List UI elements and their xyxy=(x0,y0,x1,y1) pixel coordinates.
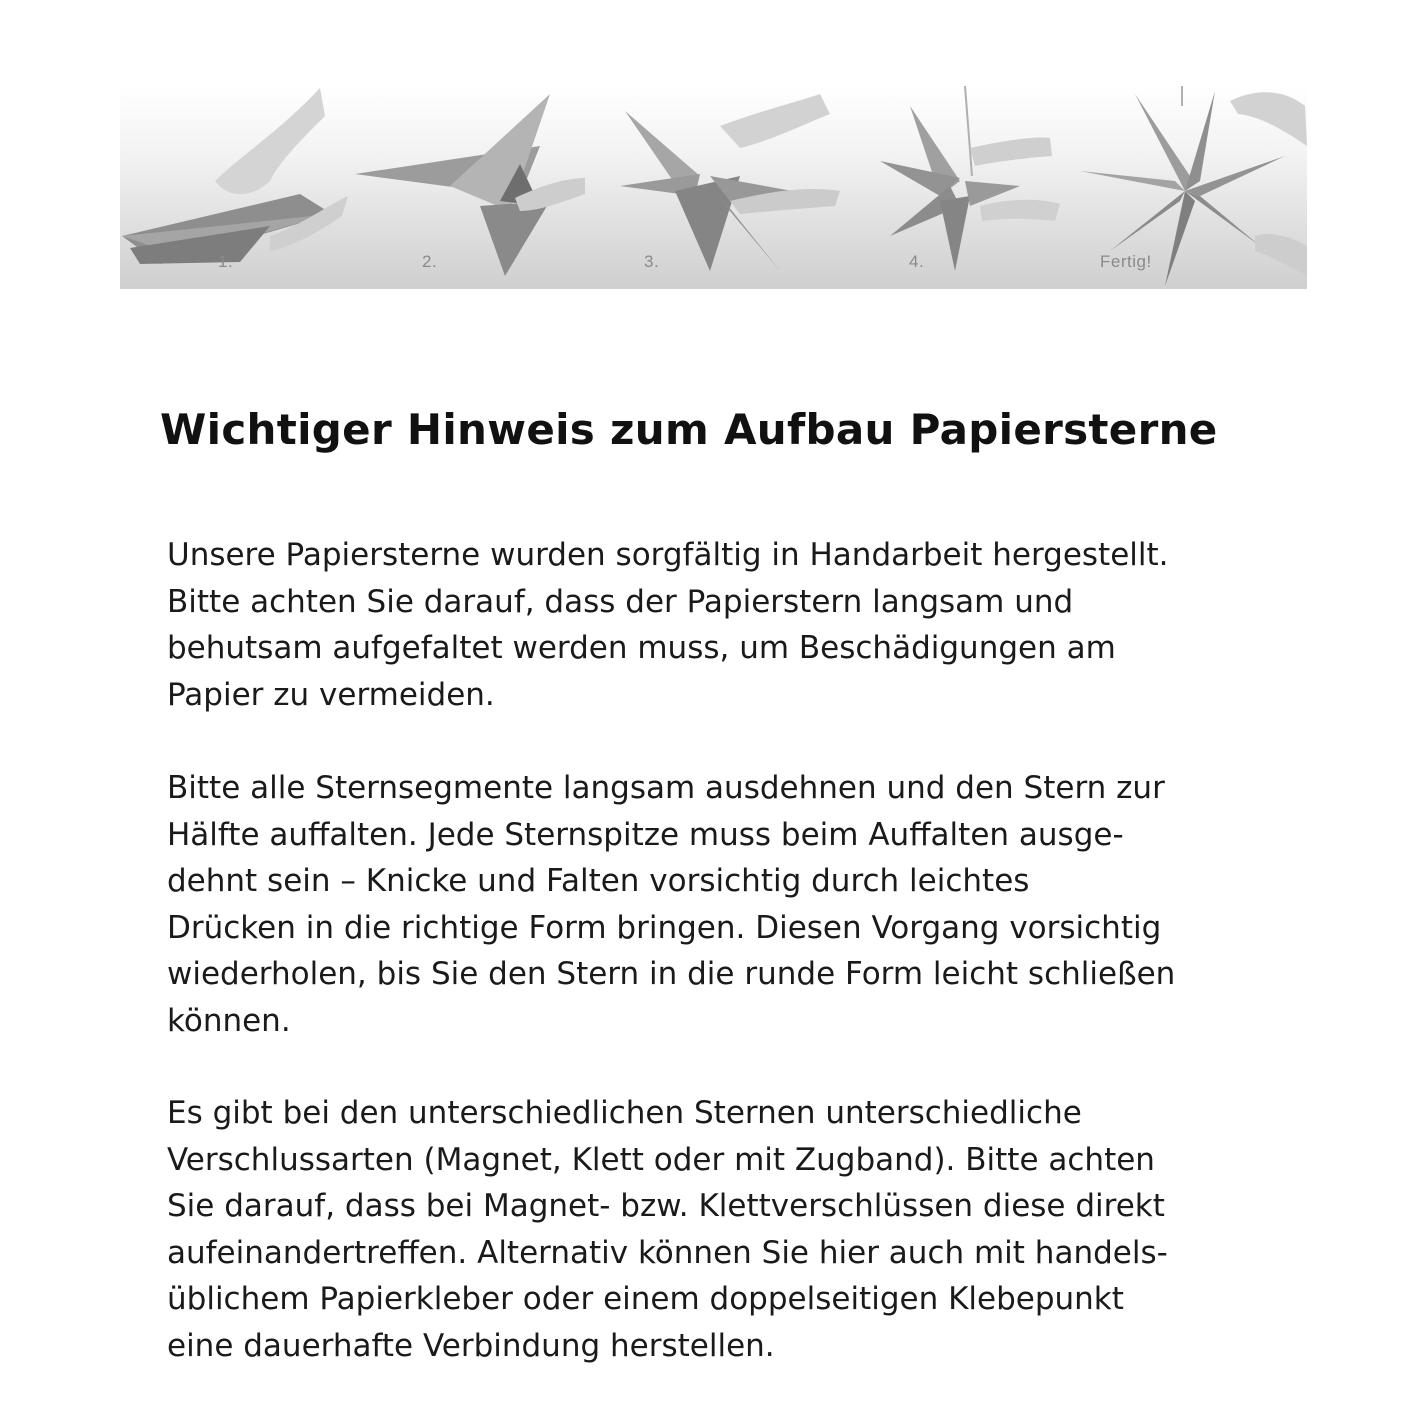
step-finished-label: Fertig! xyxy=(1100,252,1152,271)
step-1-folded-star xyxy=(122,88,348,264)
paragraph-line: Verschlussarten (Magnet, Klett oder mit Zugband). Bitte achten xyxy=(167,1141,1155,1178)
step-3-label: 3. xyxy=(644,252,660,271)
paragraph-line: Bitte achten Sie darauf, dass der Papierstern langsam und xyxy=(167,583,1074,620)
paragraph-line: Bitte alle Sternsegmente langsam ausdehnen und den Stern zur xyxy=(167,770,1165,806)
paragraph-line: wiederholen, bis Sie den Stern in die runde Form leicht schließen xyxy=(167,956,1176,992)
step-4-almost-open-star xyxy=(880,86,1060,271)
paragraph-line: Sie darauf, dass bei Magnet- bzw. Klettverschlüssen diese direkt xyxy=(167,1188,1165,1224)
paragraph-line: Hälfte auffalten. Jede Sternspitze muss beim Auffalten ausge- xyxy=(167,816,1124,853)
paragraph-line: können. xyxy=(167,1002,291,1039)
paragraph-line: aufeinandertreffen. Alternativ können Sie hier auch mit handels- xyxy=(167,1234,1168,1271)
paragraph-line: behutsam aufgefaltet werden muss, um Beschädigungen am xyxy=(167,630,1116,666)
paragraph-closures xyxy=(167,1090,1287,1369)
paragraph-line: eine dauerhafte Verbindung herstellen. xyxy=(167,1327,775,1364)
page-title: Wichtiger Hinweis zum Aufbau Papiersterne xyxy=(160,405,1218,454)
paragraph-line: dehnt sein – Knicke und Falten vorsichtig durch leichtes xyxy=(167,863,1030,899)
step-2-label: 2. xyxy=(422,252,438,271)
step-3-opening-star xyxy=(620,94,840,271)
paragraph-line: Es gibt bei den unterschiedlichen Sternen unterschiedliche xyxy=(167,1095,1082,1131)
paragraph-line: Unsere Papiersterne wurden sorgfältig in Handarbeit hergestellt. xyxy=(167,537,1169,573)
step-4-label: 4. xyxy=(909,252,925,271)
step-2-half-open-star xyxy=(355,94,585,276)
assembly-steps-strip xyxy=(120,86,1307,289)
paragraph-line: üblichem Papierkleber oder einem doppelseitigen Klebepunkt xyxy=(167,1281,1124,1317)
paragraph-line: Papier zu vermeiden. xyxy=(167,676,495,713)
paragraph-handmade xyxy=(167,532,1287,718)
paragraph-line: Drücken in die richtige Form bringen. Diesen Vorgang vorsichtig xyxy=(167,909,1162,946)
paragraph-unfolding xyxy=(167,765,1287,1044)
step-1-label: 1. xyxy=(218,252,234,271)
